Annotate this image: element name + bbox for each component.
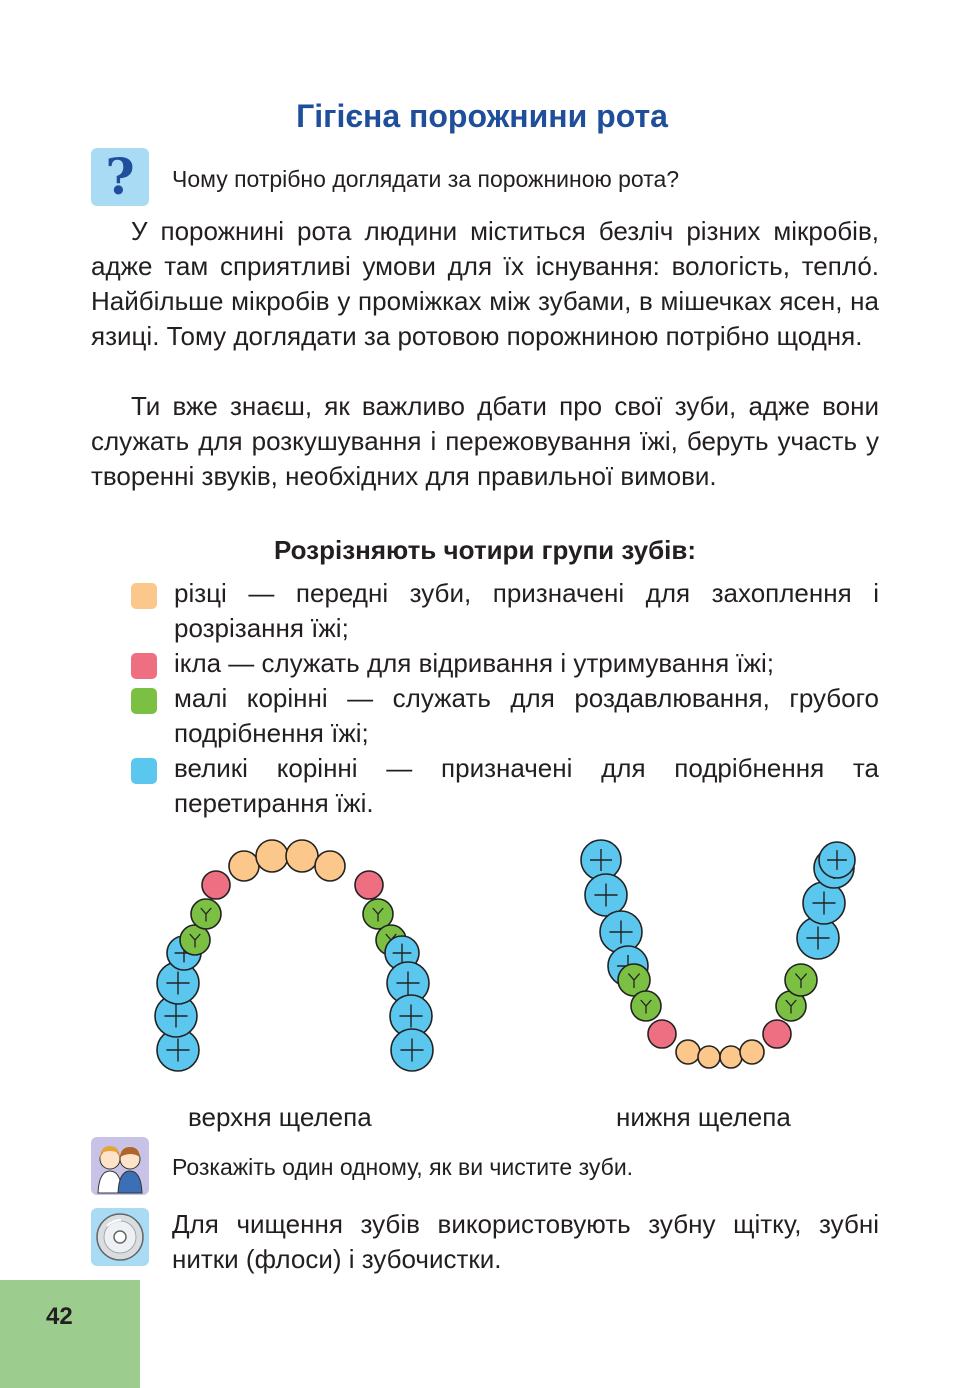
page-title: Гігієна порожнини рота <box>296 98 668 134</box>
lower-jaw-label: нижня щелепа <box>616 1102 791 1132</box>
molar-swatch <box>131 758 157 784</box>
jaw-diagram <box>140 838 880 1088</box>
paragraph-2: Ти вже знаєш, як важливо дбати про свої зуби, адже вони служать для розкушування і пережовування їжі, беруть участь у творенні звуків, необхідних для правильної вимови. <box>91 391 879 491</box>
page-number-box <box>0 1280 140 1388</box>
legend-text: малі корінні — служать для роздавлювання, грубого подрібнення їжі; <box>174 683 879 748</box>
page-number: 42 <box>46 1303 73 1330</box>
lower-tooth <box>720 1046 742 1068</box>
upper-tooth <box>286 840 318 872</box>
canine-swatch <box>131 653 157 679</box>
task-text: Розкажіть один одному, як ви чистите зуби. <box>172 1154 634 1180</box>
paragraph-1: У порожнині рота людини міститься безліч різних мікробів, адже там сприятливі умови для їх існування: вологість, тепло́. Найбільше мікробів у проміжках між зубами, в мішечках ясен, на язиці. Тому доглядати за ротовою порожниною потрібно щодня. <box>91 216 879 351</box>
lower-tooth <box>698 1046 720 1068</box>
legend-item-incisors <box>128 576 879 646</box>
upper-tooth <box>355 871 383 899</box>
question-icon: ? <box>91 148 149 206</box>
lower-tooth <box>648 1020 676 1048</box>
legend-text: великі корінні — призначені для подрібнення та перетирання їжі. <box>174 753 879 818</box>
legend-text: ікла — служать для відривання і утримування їжі; <box>174 648 775 678</box>
legend-item-premolars <box>128 681 879 751</box>
upper-jaw-label: верхня щелепа <box>188 1102 372 1132</box>
upper-tooth <box>256 840 288 872</box>
final-text: Для чищення зубів використовують зубну щітку, зубні нитки (флоси) і зубочистки. <box>172 1209 879 1274</box>
lower-tooth <box>740 1040 764 1064</box>
premolar-swatch <box>131 688 157 714</box>
legend-text: різці — передні зуби, призначені для захоплення і розрізання їжі; <box>174 578 879 643</box>
disc-icon <box>91 1208 149 1266</box>
lower-tooth <box>763 1020 791 1048</box>
upper-tooth <box>202 871 230 899</box>
pair-work-icon <box>91 1137 149 1195</box>
upper-tooth <box>229 851 259 881</box>
lower-tooth <box>676 1040 700 1064</box>
groups-heading: Розрізняють чотири групи зубів: <box>273 535 697 565</box>
lower-jaw-illustration <box>581 840 855 1068</box>
legend-item-canines <box>128 646 879 681</box>
legend-item-molars <box>128 751 879 821</box>
upper-tooth <box>315 851 345 881</box>
incisor-swatch <box>131 583 157 609</box>
upper-jaw-illustration <box>155 840 433 1071</box>
question-text: Чому потрібно доглядати за порожниною рота? <box>172 166 680 192</box>
